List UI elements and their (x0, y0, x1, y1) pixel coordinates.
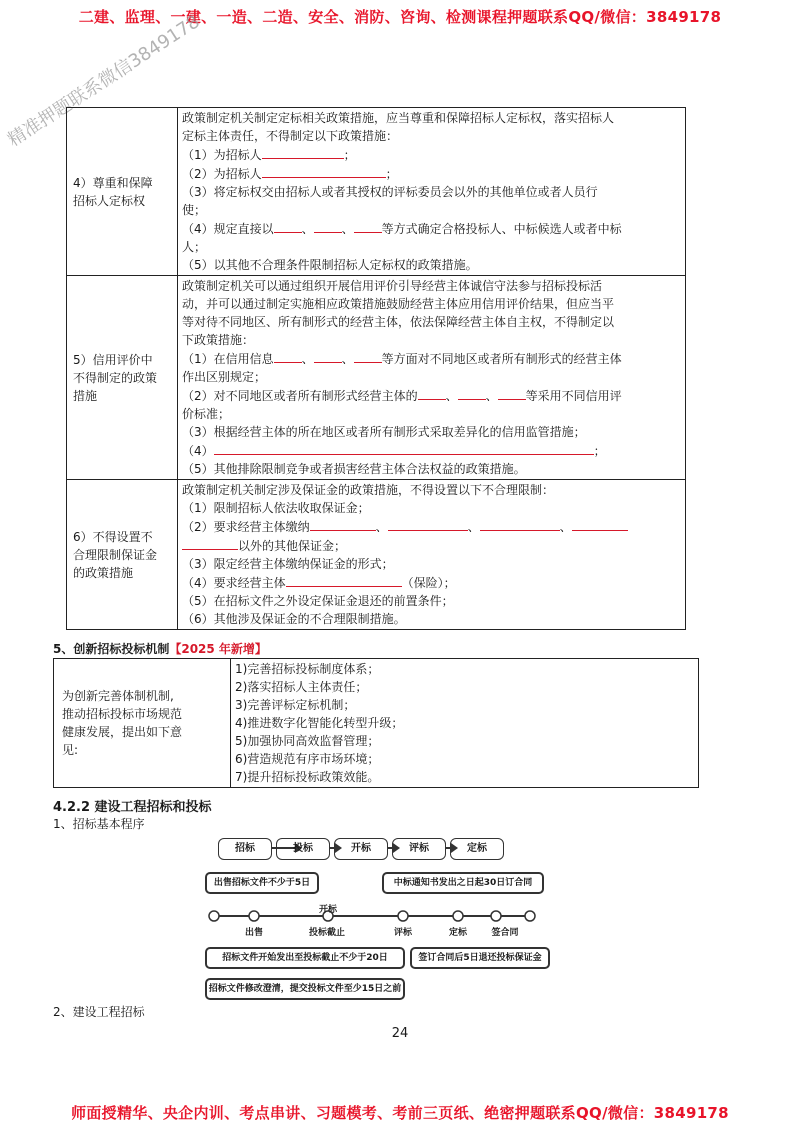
bottom-banner: 师面授精华、央企内训、考点串讲、习题模考、考前三页纸、绝密押题联系QQ/微信：3849178 (71, 1104, 729, 1122)
sub-title-bidding: 2、建设工程招标 (53, 1005, 145, 1019)
list-item: 5)加强协同高效监督管理； (235, 734, 380, 748)
list-item: 3)完善评标定标机制； (235, 698, 356, 712)
table-row (67, 480, 686, 630)
list-item: 1)完善招标投标制度体系； (235, 662, 380, 676)
innovation-table (53, 658, 699, 788)
row-label: 6）不得设置不 合理限制保证金 的政策措施 (67, 480, 178, 630)
step-box: 招标 (218, 838, 272, 860)
note-issue-period: 招标文件开始发出至投标截止不少于20日 (205, 947, 405, 969)
table-row (67, 108, 686, 276)
row-label: 5）信用评价中 不得制定的政策 措施 (67, 276, 178, 480)
timeline-label-open: 开标 (318, 905, 337, 915)
section5-title: 5、创新招标投标机制【2025 年新增】 (53, 642, 267, 656)
table-row (54, 659, 699, 788)
step-box: 定标 (450, 838, 504, 860)
list-item: 7)提升招标投标政策效能。 (235, 770, 380, 784)
top-banner: 二建、监理、一建、一造、二造、安全、消防、咨询、检测课程押题联系QQ/微信：3849178 (78, 8, 722, 26)
timeline-label: 出售 (244, 928, 263, 938)
row-label: 4）尊重和保障 招标人定标权 (67, 108, 178, 276)
row-content: 政策制定机关可以通过组织开展信用评价引导经营主体诚信守法参与招标投标活 动，并可以通过制定实施相应政策措施鼓励经营主体应用信用评价结果，但应当平 等对待不同地区、所有制形式的经营主体，依法保障经营主体自主权，不得制定以 下政策措施： （1）在信用信息 、 、 等方面对不同地区或者所有制形式的经营主体 作出区别规定； （2）对不同地区或者所有制形式经营主体的 、 、 等采用不同信用评 价标准； （3）根据经营主体的所在地区或者所有制形式采取差异化的信用监管措施； （4） ； （5）其他排除限制竞争或者损害经营主体合法权益的政策措施。 (178, 276, 686, 480)
section-422-title: 4.2.2 建设工程招标和投标 (53, 800, 212, 815)
timeline-label: 签合同 (491, 928, 519, 938)
timeline-label: 定标 (448, 928, 467, 938)
list-item: 6)营造规范有序市场环境； (235, 752, 380, 766)
table-row (67, 276, 686, 480)
timeline-label: 投标截止 (308, 928, 345, 938)
step-box: 评标 (392, 838, 446, 860)
sub-title-procedure: 1、招标基本程序 (53, 817, 145, 831)
timeline-node (249, 911, 259, 921)
policy-table (66, 107, 686, 630)
note-modify-clarify: 招标文件修改澄清，提交投标文件至少15日之前 (205, 978, 405, 1000)
new-tag: 【2025 年新增】 (169, 642, 267, 656)
timeline-node (209, 911, 219, 921)
step-box: 开标 (334, 838, 388, 860)
timeline-node (453, 911, 463, 921)
page-number: 24 (391, 1026, 409, 1041)
row-content (231, 659, 699, 788)
row-label: 为创新完善体制机制, 推动招标投标市场规范 健康发展，提出如下意 见: (54, 659, 231, 788)
list-item: 4)推进数字化智能化转型升级； (235, 716, 404, 730)
row-content: 政策制定机关制定定标相关政策措施，应当尊重和保障招标人定标权，落实招标人 定标主体责任，不得制定以下政策措施： （1）为招标人 ； （2）为招标人 ； （3）将定标权交由招标人或者其授权的评标委员会以外的其他单位或者人员行 使； （4）规定直接以 、 、 等方式确定合格投标人、中标候选人或者中标 人； （5）以其他不合理条件限制招标人定标权的政策措施。 (178, 108, 686, 276)
timeline-label: 评标 (393, 928, 412, 938)
timeline-node (491, 911, 501, 921)
timeline-node (398, 911, 408, 921)
row-content: 政策制定机关制定涉及保证金的政策措施，不得设置以下不合理限制： （1）限制招标人依法收取保证金； （2）要求经营主体缴纳 、 、 、 以外的其他保证金； （3）限定经营主体缴纳保证金的形式； （4）要求经营主体 （保险）； （5）在招标文件之外设定保证金退还的前置条件； （6）其他涉及保证金的不合理限制措施。 (178, 480, 686, 630)
note-sale-period: 出售招标文件不少于5日 (205, 872, 319, 894)
list-item: 2)落实招标人主体责任； (235, 680, 368, 694)
step-box: 投标 (276, 838, 330, 860)
note-refund-deposit: 签订合同后5日退还投标保证金 (410, 947, 550, 969)
timeline-node (525, 911, 535, 921)
note-sign-contract: 中标通知书发出之日起30日订合同 (382, 872, 544, 894)
watermark: 精准押题联系微信3849178 (4, 11, 204, 151)
